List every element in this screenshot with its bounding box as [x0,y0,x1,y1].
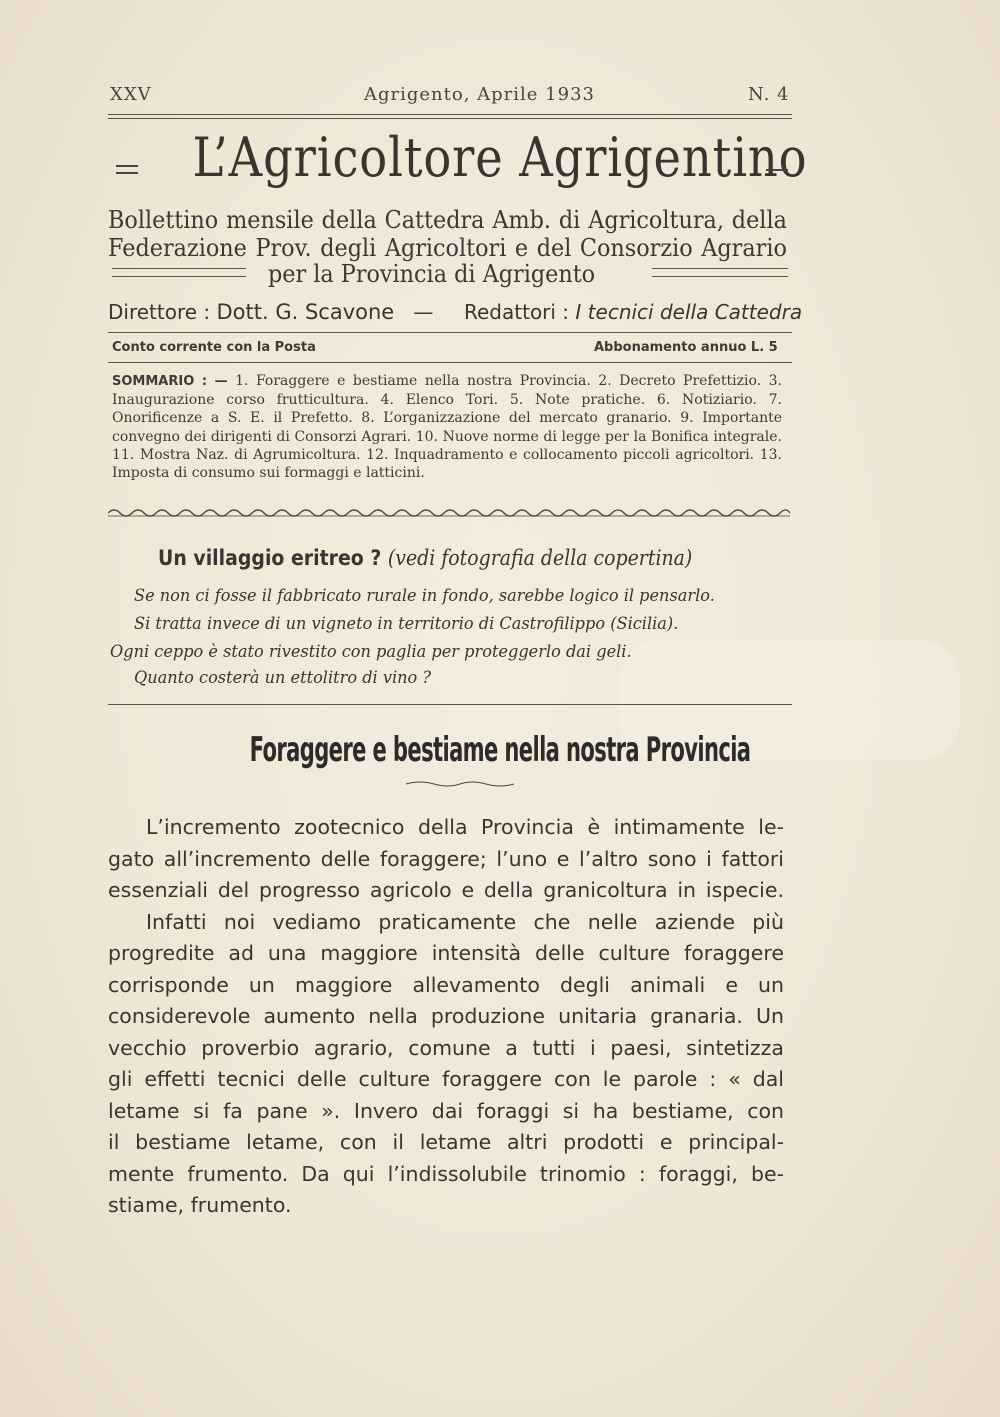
photo-note-heading [158,546,692,570]
subtitle-rule-right-2 [652,276,788,277]
subscription-price: Abbonamento annuo L. 5 [594,340,778,355]
article-rule [108,704,792,705]
title-dash-right [766,169,788,171]
article-line: vecchio proverbio agrario, comune a tutti i paesi, sintetizza [108,1035,784,1060]
summary-label: SOMMARIO : — [112,374,228,389]
title-ornament [400,778,520,790]
wavy-divider [108,502,790,524]
photo-note-line-3: Ogni ceppo è stato rivestito con paglia per proteggerlo dai geli. [110,642,632,662]
article-line: Infatti noi vediamo praticamente che nelle aziende più [146,909,784,934]
publication-title: L’Agricoltore Agrigentino [192,126,808,189]
masthead-rule [108,332,792,333]
article-line: essenziali del progresso agricolo e della granicoltura in ispecie. [108,878,784,902]
photo-note-reference: (vedi fotografia della copertina) [387,546,693,570]
subtitle-rule-right [652,268,788,269]
place-date: Agrigento, Aprile 1933 [364,84,595,105]
article-body [108,812,784,1222]
header-rule [108,114,792,115]
volume-number: XXV [110,84,152,105]
article-line: gli effetti tecnici delle culture foraggere con le parole : « dal [108,1067,784,1091]
article-line: L’incremento zootecnico della Provincia è intimamente le- [146,815,784,839]
article-line: mente frumento. Da qui l’indissolubile trinomio : foraggi, be- [108,1161,784,1186]
article-line: stiame, frumento. [108,1193,292,1217]
article-line: il bestiame letame, con il letame altri prodotti e principal- [108,1130,784,1154]
header-rule-2 [108,118,792,119]
summary-block [112,372,782,482]
director-label: Direttore : [108,300,211,324]
editors-line [464,300,802,324]
photo-note-line-1: Se non ci fosse il fabbricato rurale in fondo, sarebbe logico il pensarlo. [134,586,715,606]
photo-note-line-2: Si tratta invece di un vigneto in territorio di Castrofilippo (Sicilia). [134,614,679,634]
article-line: progredite ad una maggiore intensità delle culture foraggere [108,941,784,965]
summary-text: 1. Foraggere e bestiame nella nostra Provincia. 2. Decreto Prefettizio. 3. Inaugurazione corso frutticultura. 4. Elenco Tori. 5. Note pratiche. 6. Notiziario. 7. Onorificenze a S. E. il Prefetto. 8. L’organizzazione del mercato granario. 9. Importante convegno dei dirigenti di Consorzi Agrari. 10. Nuove norme di legge per la Bonifica integrale. 11. Mostra Naz. di Agrumicoltura. 12. Inquadramento e collocamento piccoli agricoltori. 13. Imposta di consumo sui formaggi e latticini. [112,373,783,482]
editors-value: I tecnici della Cattedra [575,300,803,324]
photo-note-line-4: Quanto costerà un ettolitro di vino ? [134,668,432,688]
director-dash: — [413,300,434,324]
subtitle-line-1: Bollettino mensile della Cattedra Amb. di Agricoltura, della [108,206,787,234]
director-name: Dott. G. Scavone [216,300,395,324]
article-line: letame si fa pane ». Invero dai foraggi si ha bestiame, con [108,1098,784,1123]
article-line: considerevole aumento nella produzione unitaria granaria. Un [108,1004,784,1028]
editors-label: Redattori : [464,300,570,324]
article-line: corrisponde un maggiore allevamento degli animali e un [108,972,784,997]
postal-account: Conto corrente con la Posta [112,340,316,355]
subtitle-line-3: per la Provincia di Agrigento [268,260,596,288]
subtitle-rule-left [112,268,246,269]
article-line: gato all’incremento delle foraggere; l’uno e l’altro sono i fattori [108,846,784,871]
subtitle-line-2: Federazione Prov. degli Agricoltori e del Consorzio Agrario [108,234,787,262]
issue-number: N. 4 [748,84,790,105]
summary-rule [108,362,792,363]
director-line [108,300,433,324]
subtitle-rule-left-2 [112,276,246,277]
photo-note-title: Un villaggio eritreo ? [158,546,382,570]
article-title: Foraggere e bestiame nella nostra Provincia [249,730,751,770]
